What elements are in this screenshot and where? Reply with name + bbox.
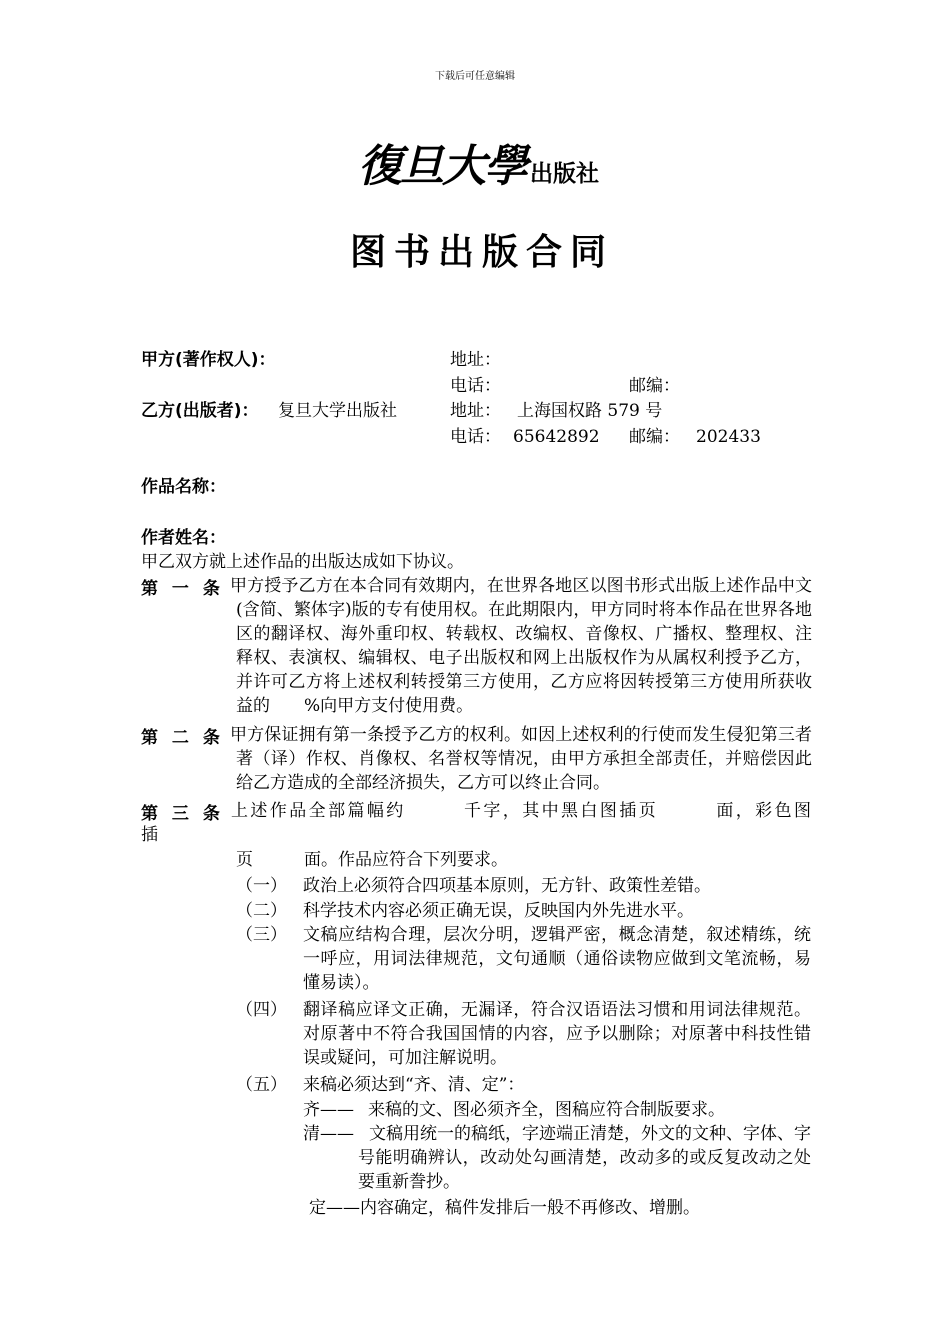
article-3-line1-wrap: 插 [141, 825, 158, 845]
party-b-phone: 65642892 [513, 427, 600, 447]
item-1-text: 政治上必须符合四项基本原则，无方针、政策性差错。 [303, 876, 711, 896]
party-b-label: 乙方(出版者)： [141, 401, 259, 421]
item-3-num: （三） [236, 925, 287, 945]
item-2-num: （二） [236, 901, 287, 921]
logo-text: 出版社 [530, 161, 599, 187]
header-note: 下载后可任意编辑 [435, 71, 515, 82]
item-4-num: （四） [236, 1000, 287, 1020]
article-3-label: 第 三 条 [141, 804, 224, 824]
party-b-address: 上海国权路 579 号 [517, 401, 663, 421]
item-5-text: 来稿必须达到“齐、清、定”： [303, 1075, 525, 1095]
party-b-postcode-label: 邮编： [629, 427, 680, 447]
intro: 甲乙双方就上述作品的出版达成如下协议。 [141, 552, 464, 572]
page-title: 图书出版合同 [350, 232, 615, 273]
qing-text: 文稿用统一的稿纸，字迹端正清楚，外文的文种、字体、字号能明确辨认，改动处勾画清楚，改动多的或反复改动之处要重新誊抄。 [358, 1124, 811, 1192]
party-b-phone-label: 电话： [450, 427, 501, 447]
item-1-num: （一） [236, 876, 287, 896]
party-b-address-label: 地址： [450, 401, 501, 421]
qi-text: 来稿的文、图必须齐全，图稿应符合制版要求。 [368, 1100, 725, 1120]
qing-label: 清—— [303, 1124, 354, 1144]
article-2-text: 甲方保证拥有第一条授予乙方的权利。如因上述权利的行使而发生侵犯第三者著（译）作权、肖像权、名誉权等情况，由甲方承担全部责任，并赔偿因此给乙方造成的全部经济损失，乙方可以终止合同。 [230, 725, 812, 793]
ding-text: 定——内容确定，稿件发排后一般不再修改、增删。 [309, 1198, 700, 1218]
party-a-postcode-label: 邮编： [629, 376, 680, 396]
article-1-text: 甲方授予乙方在本合同有效期内，在世界各地区以图书形式出版上述作品中文(含简、繁体字)版的专有使用权。在此期限内，甲方同时将本作品在世界各地区的翻译权、海外重印权、转载权、改编权、音像权、广播权、整理权、注释权、表演权、编辑权、电子出版权和网上出版权作为从属权利授予乙方，并许可乙方将上述权利转授第三方使用，乙方应将因转授第三方使用所获收益的 %向甲方支付使用费。 [230, 576, 812, 716]
qi-label: 齐—— [303, 1100, 354, 1120]
item-2-text: 科学技术内容必须正确无误，反映国内外先进水平。 [303, 901, 694, 921]
publisher-logo [358, 130, 599, 194]
article-1-label: 第 一 条 [141, 579, 224, 599]
article-3-line1: 上述作品全部篇幅约 千字，其中黑白图插页 面，彩色图 [231, 801, 811, 821]
item-3-text: 文稿应结构合理，层次分明，逻辑严密，概念清楚，叙述精练，统一呼应，用词法律规范，文句通顺（通俗读物应做到文笔流畅，易懂易读）。 [303, 925, 811, 993]
logo-calligraphy: 復旦大學 [358, 141, 526, 192]
author-name-label: 作者姓名： [141, 528, 226, 548]
party-a-address-label: 地址： [450, 350, 501, 370]
party-b-postcode: 202433 [696, 427, 761, 447]
party-a-phone-label: 电话： [450, 376, 501, 396]
item-5-num: （五） [236, 1075, 287, 1095]
party-b-name: 复旦大学出版社 [278, 401, 397, 421]
item-4-text: 翻译稿应译文正确，无漏译，符合汉语语法习惯和用词法律规范。对原著中不符合我国国情的内容，应予以删除；对原著中科技性错误或疑问，可加注解说明。 [303, 1000, 811, 1068]
party-a-label: 甲方(著作权人)： [141, 350, 276, 370]
article-3-line2: 页 面。作品应符合下列要求。 [236, 850, 508, 870]
work-name-label: 作品名称： [141, 477, 226, 497]
article-2-label: 第 二 条 [141, 728, 224, 748]
